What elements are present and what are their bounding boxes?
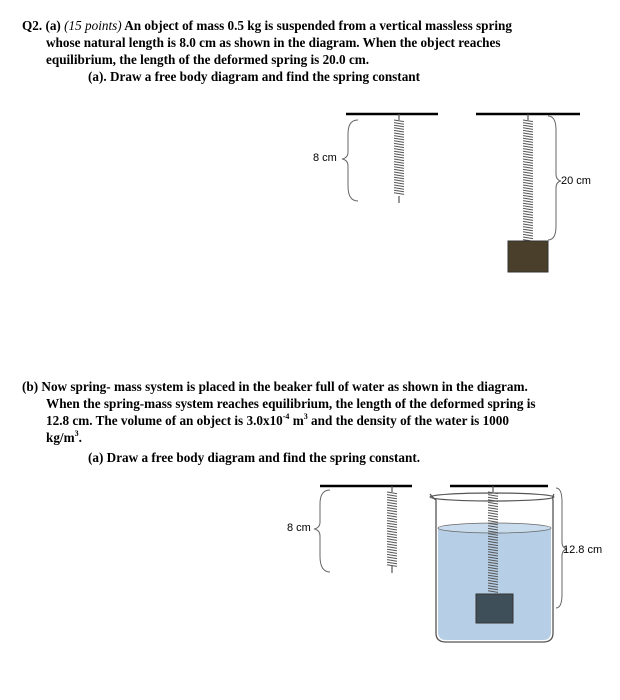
natural-length-label-b: 8 cm [287,522,311,534]
spring-natural-b [387,486,397,573]
question-number: Q2. (a) [22,18,61,33]
part-a-line-1: Q2. (a) (15 points) An object of mass 0.5 kg is suspended from a vertical massless spring [22,18,512,33]
brace-natural-b [314,490,330,572]
mass-block-submerged [476,594,513,623]
part-a-line-3: equilibrium, the length of the deformed spring is 20.0 cm. [46,52,370,67]
deformed-length-label-b: 12.8 cm [563,544,603,556]
part-a-task: (a). Draw a free body diagram and find the spring constant [88,69,421,84]
part-b-task: (a) Draw a free body diagram and find the spring constant. [88,450,421,465]
deformed-length-label-a: 20 cm [561,175,591,187]
part-b-line-3: 12.8 cm. The volume of an object is $3.0x10^{-4}$ $m^3$ and the density of the water is 1000 [46,412,509,428]
part-a-line-2: whose natural length is 8.0 cm as shown in the diagram. When the object reaches [46,35,501,50]
part-b-line-2: When the spring-mass system reaches equilibrium, the length of the deformed spring is [46,396,536,411]
part-b-line-1: (b) Now spring- mass system is placed in the beaker full of water as shown in the diagram. [22,379,528,394]
points: (15 points) [64,18,122,33]
natural-length-label-a: 8 cm [313,152,337,164]
part-b-line-4: $kg/m^3$. [46,429,82,445]
